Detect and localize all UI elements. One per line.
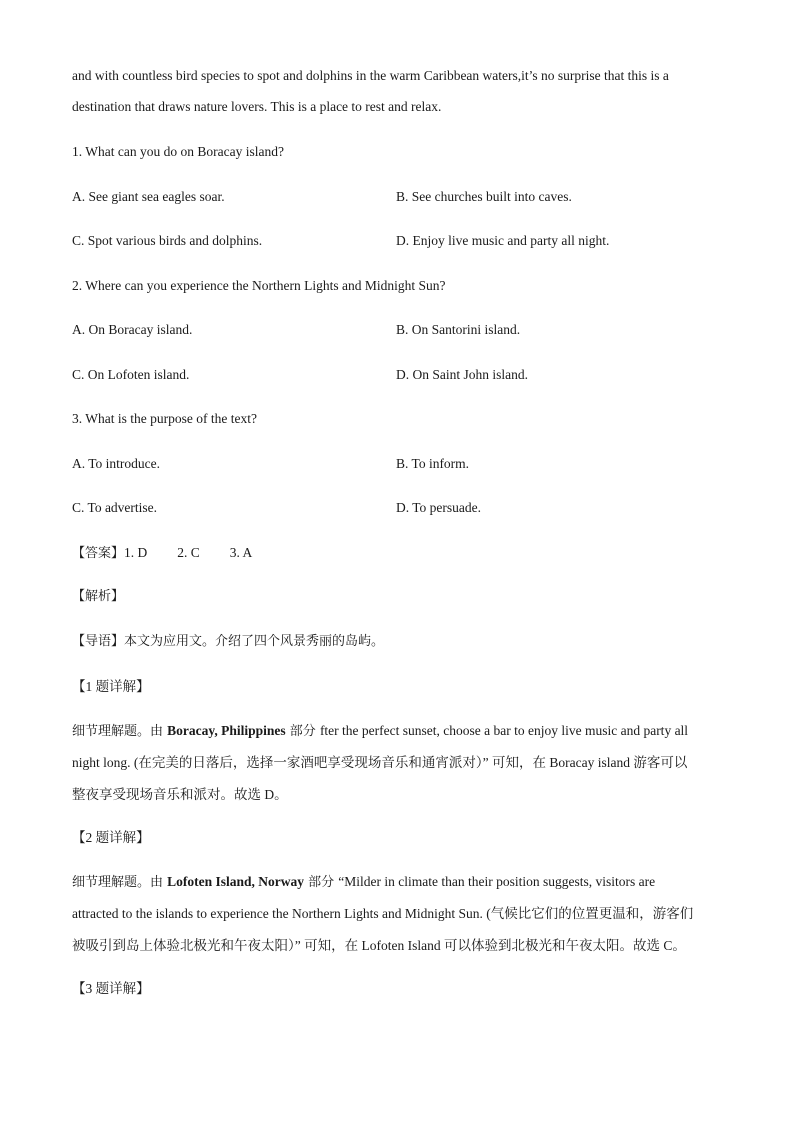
- detail-2-line-3: 被吸引到岛上体验北极光和午夜太阳）” 可知，在 Lofoten Island 可以体验到北极光和午夜太阳。故选 C。: [72, 938, 686, 953]
- question-3-option-c: C. To advertise.: [72, 500, 158, 515]
- answer-2: 2. C: [177, 545, 200, 560]
- passage-line-1: and with countless bird species to spot and dolphins in the warm Caribbean waters,it’s no surprise that this is a: [72, 68, 669, 83]
- detail-2-part: 部分: [304, 875, 339, 890]
- question-2-option-d: D. On Saint John island.: [396, 367, 529, 382]
- detail-2-line-2: attracted to the islands to experience the Northern Lights and Midnight Sun. (气候比它们的位置更温和，游客们: [72, 906, 694, 921]
- question-2-option-a: A. On Boracay island.: [72, 322, 193, 337]
- guide-line: [72, 633, 384, 651]
- question-3-option-a: A. To introduce.: [72, 456, 161, 471]
- detail-2-line-1: [72, 873, 655, 892]
- detail-1-section: Boracay, Philippines: [167, 723, 286, 738]
- question-3-option-d: D. To persuade.: [396, 500, 482, 515]
- answer-1: 1. D: [124, 545, 148, 560]
- detail-1-line-3: 整夜享受现场音乐和派对。故选 D。: [72, 787, 288, 802]
- detail-2-heading: 【2 题详解】: [72, 830, 150, 845]
- guide-label: 【导语】: [72, 634, 125, 649]
- guide-text: 本文为应用文。介绍了四个风景秀丽的岛屿。: [124, 634, 385, 649]
- detail-1-line-2: night long. (在完美的日落后，选择一家酒吧享受现场音乐和通宵派对）” 可知，在 Boracay island 游客可以: [72, 755, 688, 770]
- detail-2-section: Lofoten Island, Norway: [167, 874, 305, 889]
- question-2-option-b: B. On Santorini island.: [396, 322, 521, 337]
- question-1-option-b: B. See churches built into caves.: [396, 189, 572, 204]
- question-1-option-a: A. See giant sea eagles soar.: [72, 189, 225, 204]
- passage-line-2: destination that draws nature lovers. This is a place to rest and relax.: [72, 99, 442, 114]
- question-2-option-c: C. On Lofoten island.: [72, 367, 190, 382]
- detail-1-heading: 【1 题详解】: [72, 679, 150, 694]
- answer-label: 【答案】: [72, 546, 125, 561]
- analysis-label: 【解析】: [72, 589, 125, 604]
- question-3-option-b: B. To inform.: [396, 456, 470, 471]
- answer-line: [72, 544, 252, 563]
- question-1-option-d: D. Enjoy live music and party all night.: [396, 233, 610, 248]
- detail-1-part: 部分: [285, 724, 320, 739]
- detail-1-intro: 细节理解题。由: [72, 724, 168, 739]
- detail-3-heading: 【3 题详解】: [72, 981, 150, 996]
- question-3-stem: 3. What is the purpose of the text?: [72, 411, 257, 426]
- question-2-stem: 2. Where can you experience the Northern Lights and Midnight Sun?: [72, 278, 446, 293]
- answer-3: 3. A: [229, 545, 253, 560]
- detail-1-line-1: [72, 722, 688, 741]
- question-1-stem: 1. What can you do on Boracay island?: [72, 144, 284, 159]
- detail-2-quote: “Milder in climate than their position suggests, visitors are: [338, 874, 656, 889]
- question-1-option-c: C. Spot various birds and dolphins.: [72, 233, 263, 248]
- detail-1-quote: fter the perfect sunset, choose a bar to enjoy live music and party all: [319, 723, 689, 738]
- detail-2-intro: 细节理解题。由: [72, 875, 168, 890]
